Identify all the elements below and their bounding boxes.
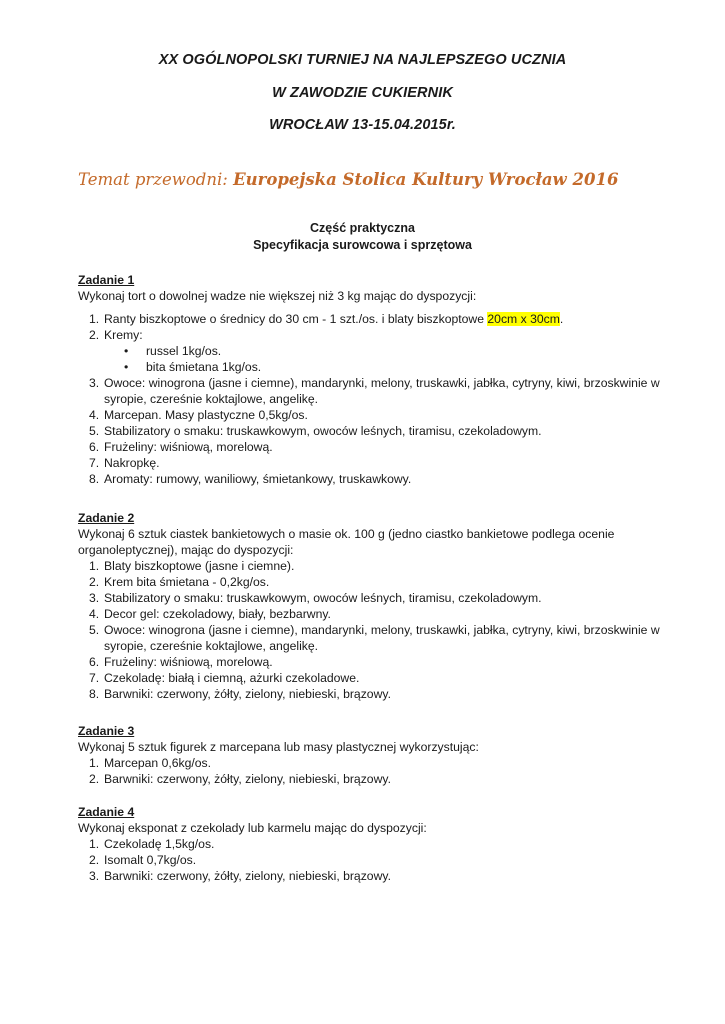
item-number: 3. bbox=[89, 376, 100, 390]
task-1-description: Wykonaj tort o dowolnej wadze nie większej niż 3 kg mając do dyspozycji: bbox=[78, 289, 477, 303]
item-number: 4. bbox=[89, 408, 100, 422]
item-number: 6. bbox=[89, 655, 100, 669]
list-item bbox=[78, 686, 678, 702]
task-3 bbox=[78, 723, 678, 787]
item-number: 2. bbox=[89, 575, 100, 589]
item-text: Kremy: bbox=[104, 328, 143, 342]
task-2-description: Wykonaj 6 sztuk ciastek bankietowych o masie ok. 100 g (jedno ciastko bankietowe podlega ocenie organoleptycznej), mając do dyspozycji: bbox=[78, 527, 615, 557]
item-text: Barwniki: czerwony, żółty, zielony, niebieski, brązowy. bbox=[104, 687, 391, 701]
task-1 bbox=[78, 272, 678, 487]
item-text: bita śmietana 1kg/os. bbox=[146, 360, 262, 374]
task-4-heading: Zadanie 4 bbox=[78, 805, 135, 819]
item-text: Decor gel: czekoladowy, biały, bezbarwny. bbox=[104, 607, 331, 621]
list-item bbox=[78, 771, 678, 787]
item-text: Marcepan 0,6kg/os. bbox=[104, 756, 212, 770]
task-1-sublist bbox=[78, 343, 678, 375]
highlighted-text: 20cm x 30cm bbox=[487, 312, 560, 326]
item-text: Stabilizatory o smaku: truskawkowym, owoców leśnych, tiramisu, czekoladowym. bbox=[104, 424, 542, 438]
sub-list-item bbox=[78, 343, 678, 359]
task-1-list bbox=[78, 311, 678, 343]
item-number: 1. bbox=[89, 756, 100, 770]
task-1-heading: Zadanie 1 bbox=[78, 273, 135, 287]
list-item bbox=[78, 622, 678, 654]
item-number: 3. bbox=[89, 591, 100, 605]
sub-list-item bbox=[78, 359, 678, 375]
task-2-heading: Zadanie 2 bbox=[78, 511, 135, 525]
item-text-end: . bbox=[559, 312, 564, 326]
theme-line bbox=[78, 170, 618, 189]
list-item bbox=[78, 407, 678, 423]
item-text: Barwniki: czerwony, żółty, zielony, niebieski, brązowy. bbox=[104, 772, 391, 786]
item-number: 3. bbox=[89, 869, 100, 883]
task-4-list bbox=[78, 836, 678, 884]
item-text: russel 1kg/os. bbox=[146, 344, 222, 358]
item-text: Owoce: winogrona (jasne i ciemne), mandarynki, melony, truskawki, jabłka, cytryny, kiwi, brzoskwinie w syropie, czereśnie koktajlowe, angelikę. bbox=[104, 623, 660, 653]
list-item bbox=[78, 471, 678, 487]
item-number: 5. bbox=[89, 424, 100, 438]
list-item bbox=[78, 868, 678, 884]
list-item bbox=[78, 590, 678, 606]
item-text: Krem bita śmietana - 0,2kg/os. bbox=[104, 575, 270, 589]
item-text: Isomalt 0,7kg/os. bbox=[104, 853, 197, 867]
list-item bbox=[78, 327, 678, 343]
item-number: 5. bbox=[89, 623, 100, 637]
list-item bbox=[78, 558, 678, 574]
list-item bbox=[78, 852, 678, 868]
task-4-description: Wykonaj eksponat z czekolady lub karmelu mając do dyspozycji: bbox=[78, 821, 427, 835]
item-number: 1. bbox=[89, 559, 100, 573]
task-3-list bbox=[78, 755, 678, 787]
item-number: 1. bbox=[89, 837, 100, 851]
list-item bbox=[78, 836, 678, 852]
list-item bbox=[78, 606, 678, 622]
title-line-1: XX OGÓLNOPOLSKI TURNIEJ NA NAJLEPSZEGO UCZNIA bbox=[158, 52, 567, 68]
item-text: Nakropkę. bbox=[104, 456, 160, 470]
item-number: 2. bbox=[89, 853, 100, 867]
theme-value: Europejska Stolica Kultury Wrocław 2016 bbox=[233, 170, 619, 189]
list-item bbox=[78, 574, 678, 590]
list-item bbox=[78, 439, 678, 455]
list-item bbox=[78, 311, 678, 327]
bullet-icon: • bbox=[124, 344, 129, 358]
task-2-list bbox=[78, 558, 678, 702]
item-text: Blaty biszkoptowe (jasne i ciemne). bbox=[104, 559, 295, 573]
item-text: Frużeliny: wiśniową, morelową. bbox=[104, 655, 273, 669]
task-3-description: Wykonaj 5 sztuk figurek z marcepana lub masy plastycznej wykorzystując: bbox=[78, 740, 479, 754]
item-number: 7. bbox=[89, 456, 100, 470]
item-text: Owoce: winogrona (jasne i ciemne), mandarynki, melony, truskawki, jabłka, cytryny, kiwi, brzoskwinie w syropie, czereśnie koktajlowe, angelikę. bbox=[104, 376, 660, 406]
item-text: Frużeliny: wiśniową, morelową. bbox=[104, 440, 273, 454]
item-text: Czekoladę 1,5kg/os. bbox=[104, 837, 215, 851]
list-item bbox=[78, 375, 678, 407]
list-item bbox=[78, 455, 678, 471]
item-text: Stabilizatory o smaku: truskawkowym, owoców leśnych, tiramisu, czekoladowym. bbox=[104, 591, 542, 605]
item-number: 2. bbox=[89, 772, 100, 786]
list-item bbox=[78, 755, 678, 771]
item-number: 8. bbox=[89, 472, 100, 486]
item-text: Aromaty: rumowy, waniliowy, śmietankowy, truskawkowy. bbox=[104, 472, 412, 486]
item-text: Czekoladę: białą i ciemną, ażurki czekoladowe. bbox=[104, 671, 360, 685]
task-3-heading: Zadanie 3 bbox=[78, 724, 135, 738]
task-2 bbox=[78, 510, 678, 702]
item-number: 6. bbox=[89, 440, 100, 454]
bullet-icon: • bbox=[124, 360, 129, 374]
item-number: 8. bbox=[89, 687, 100, 701]
list-item bbox=[78, 670, 678, 686]
theme-prefix: Temat przewodni: bbox=[78, 170, 234, 189]
item-text: Barwniki: czerwony, żółty, zielony, niebieski, brązowy. bbox=[104, 869, 391, 883]
title-line-2: W ZAWODZIE CUKIERNIK bbox=[272, 85, 453, 101]
item-number: 4. bbox=[89, 607, 100, 621]
item-number: 1. bbox=[89, 312, 100, 326]
item-text: Marcepan. Masy plastyczne 0,5kg/os. bbox=[104, 408, 308, 422]
item-number: 7. bbox=[89, 671, 100, 685]
item-number: 2. bbox=[89, 328, 100, 342]
section-subtitle: Specyfikacja surowcowa i sprzętowa bbox=[253, 238, 472, 252]
title-line-3: WROCŁAW 13-15.04.2015r. bbox=[269, 117, 456, 133]
task-4 bbox=[78, 804, 678, 884]
list-item bbox=[78, 654, 678, 670]
section-title: Część praktyczna bbox=[310, 221, 415, 235]
item-text: Ranty biszkoptowe o średnicy do 30 cm - 1 szt./os. i blaty biszkoptowe bbox=[104, 312, 488, 326]
task-1-list-continued bbox=[78, 375, 678, 487]
list-item bbox=[78, 423, 678, 439]
